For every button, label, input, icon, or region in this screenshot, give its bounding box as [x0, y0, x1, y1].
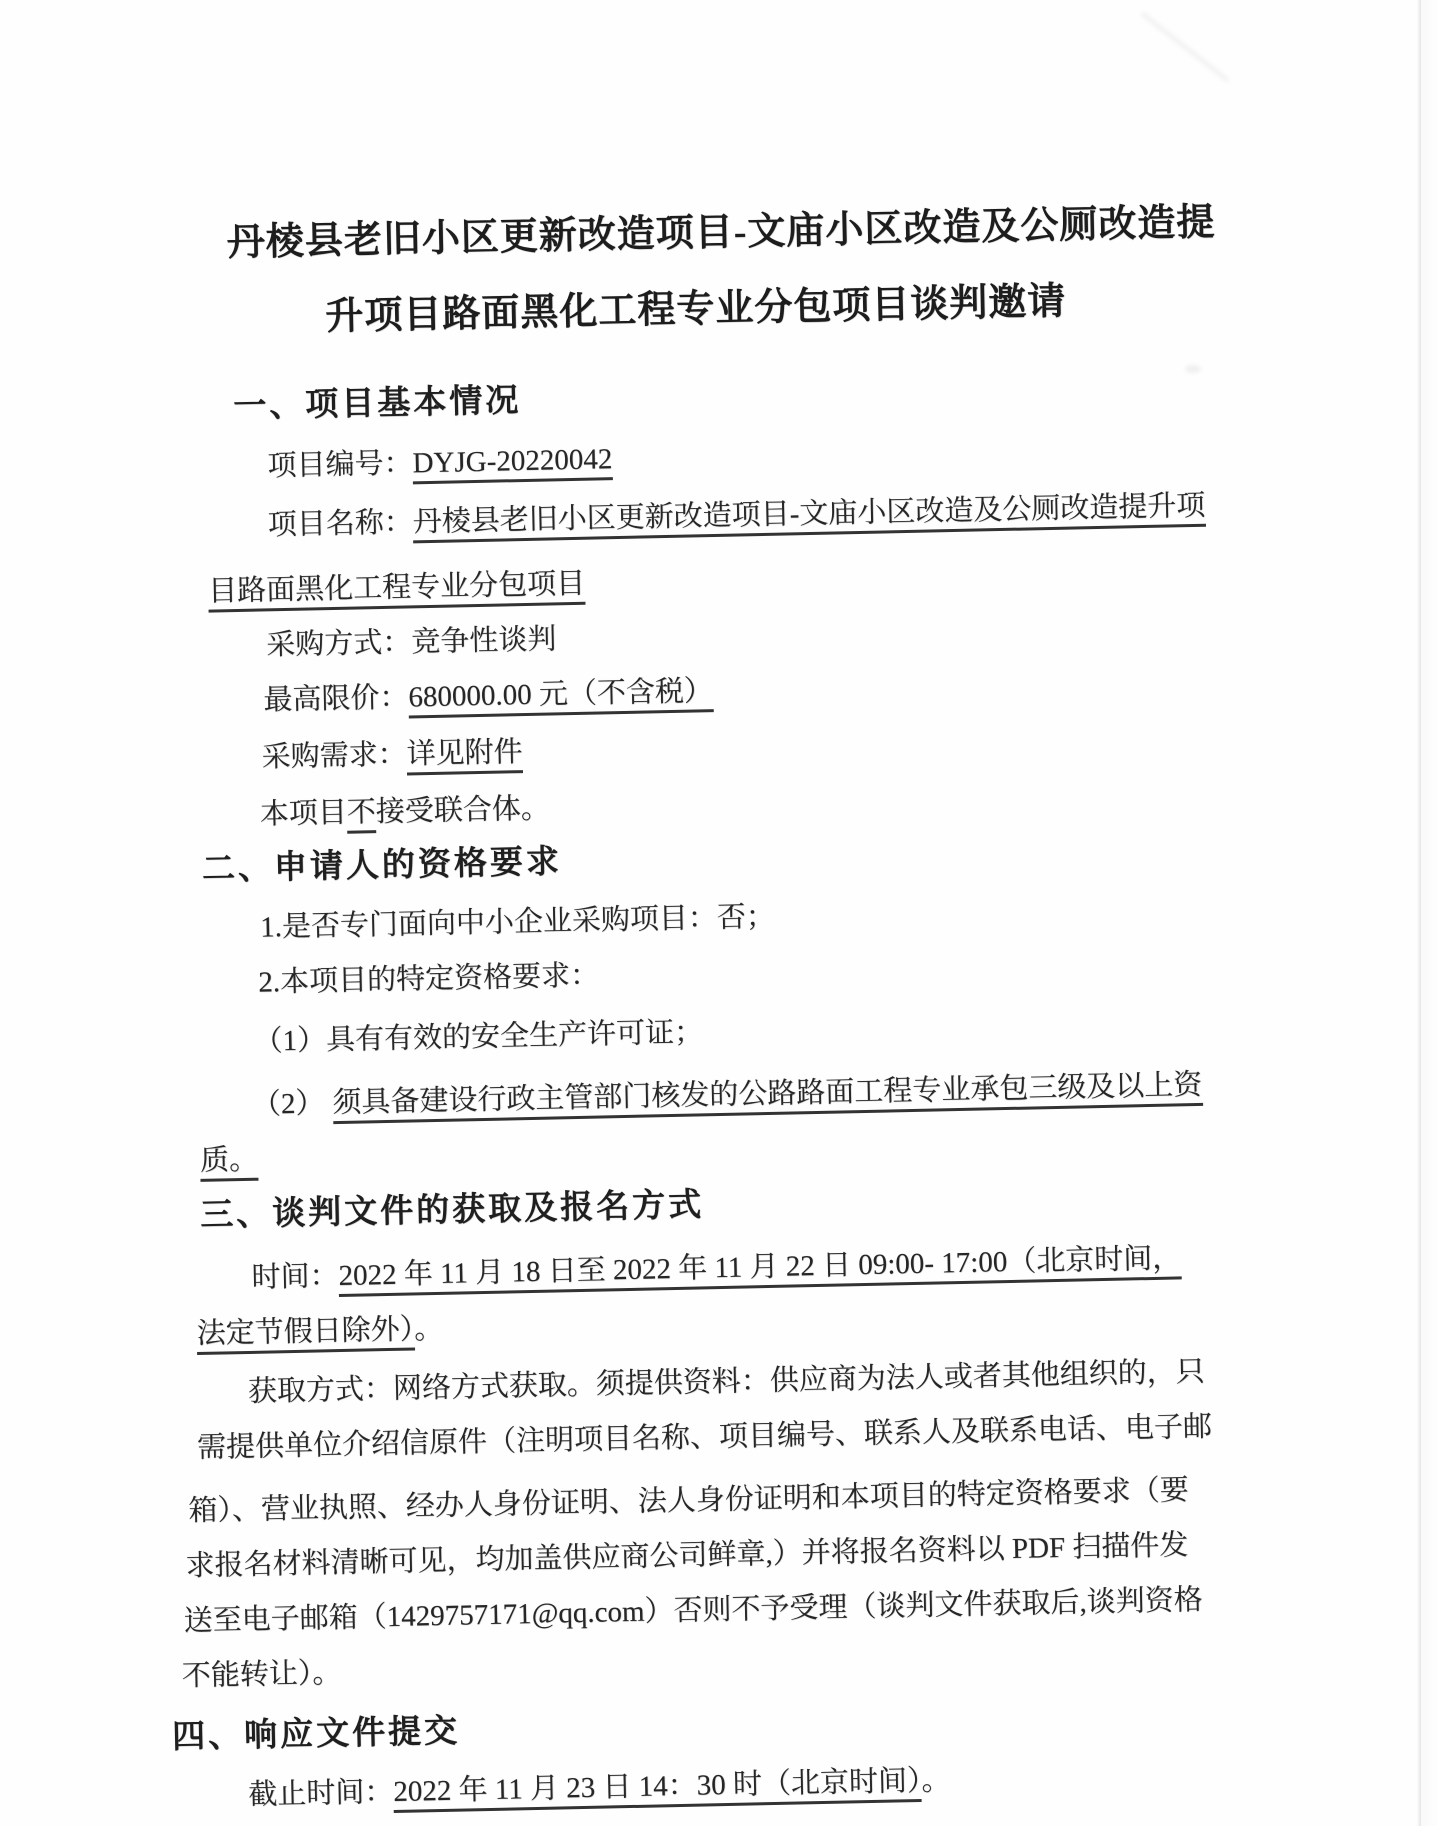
project-name-label: 项目名称：	[267, 506, 414, 542]
procurement-requirement-value: 详见附件	[406, 736, 523, 775]
sub2-underlined-line1: 须具备建设行政主管部门核发的公路路面工程专业承包三级及以上资	[332, 1069, 1203, 1124]
scan-smudge	[1185, 365, 1201, 373]
procurement-method-value: 竞争性谈判	[410, 623, 557, 659]
field-project-number	[267, 436, 613, 489]
field-project-name-line1	[267, 483, 1205, 549]
acquisition-paragraph-line5: 送至电子邮箱（1429757171@qq.com）否则不予受理（谈判文件获取后,谈判资格	[183, 1584, 1203, 1638]
acquisition-paragraph-line2: 需提供单位介绍信原件（注明项目名称、项目编号、联系人及联系电话、电子邮	[196, 1410, 1213, 1465]
document-title-line1	[226, 195, 1216, 270]
consortium-note: 本项目不接受联合体。	[259, 786, 550, 838]
project-name-value-line2: 目路面黑化工程专业分包项目	[208, 568, 586, 613]
time-label: 时间：	[251, 1260, 339, 1294]
acquisition-time-line2: 法定节假日除外）。	[196, 1306, 443, 1357]
section2-item2-sub2-line2	[200, 1137, 259, 1184]
project-number-label: 项目编号：	[267, 447, 413, 483]
section2-heading: 二、申请人的资格要求	[201, 844, 563, 888]
section2-item2-sub2-line1	[251, 1062, 1202, 1128]
field-procurement-method	[266, 616, 557, 668]
deadline-label: 截止时间：	[248, 1776, 394, 1812]
project-number-value: DYJG-20220042	[412, 443, 613, 484]
sub2-label: （2）	[251, 1087, 325, 1121]
acquisition-paragraph-line6: 不能转让）。	[181, 1657, 342, 1693]
title-text-line1: 丹棱县老旧小区更新改造项目-文庙小区改造及公厕改造提	[226, 201, 1216, 265]
section2-item1: 1.是否专门面向中小企业采购项目：否；	[259, 900, 776, 944]
section3-heading: 三、谈判文件的获取及报名方式	[199, 1187, 705, 1234]
deadline-value: 2022 年 11 月 23 日 14：30 时（北京时间）	[393, 1765, 922, 1813]
time-value-line1: 2022 年 11 月 18 日至 2022 年 11 月 22 日 09:00- 17:00（北京时间，	[338, 1242, 1181, 1297]
max-price-label: 最高限价：	[263, 681, 409, 717]
field-project-name-line2	[208, 561, 586, 615]
acquisition-paragraph-line3: 箱）、营业执照、经办人身份证明、法人身份证明和本项目的特定资格要求（要	[188, 1474, 1190, 1528]
project-name-value-line1: 丹棱县老旧小区更新改造项目-文庙小区改造及公厕改造提升项	[412, 490, 1205, 544]
acquisition-paragraph-line4: 求报名材料清晰可见，均加盖供应商公司鲜章,）并将报名资料以 PDF 扫描件发	[185, 1529, 1189, 1583]
field-max-price	[263, 668, 713, 723]
title-text-line2: 升项目路面黑化工程专业分包项目谈判邀请	[324, 280, 1067, 339]
acquisition-time-line1	[251, 1235, 1182, 1300]
field-procurement-requirement	[261, 729, 523, 780]
acquisition-paragraph-line1: 获取方式：网络方式获取。须提供资料：供应商为法人或者其他组织的，只	[247, 1355, 1206, 1408]
section1-heading: 一、项目基本情况	[232, 383, 522, 426]
section4-heading: 四、响应文件提交	[171, 1713, 461, 1756]
procurement-requirement-label: 采购需求：	[261, 738, 407, 774]
sub2-underlined-line2: 质。	[200, 1144, 259, 1182]
time-value-line2: 法定节假日除外）	[196, 1313, 414, 1355]
document-title-line2	[325, 275, 1067, 345]
section2-item2: 2.本项目的特定资格要求：	[258, 959, 600, 999]
procurement-method-label: 采购方式：	[265, 626, 412, 662]
submission-deadline: 截止时间：2022 年 11 月 23 日 14：30 时（北京时间）。	[248, 1764, 951, 1812]
max-price-value: 680000.00 元（不含税）	[408, 675, 713, 718]
section2-item2-sub1: （1）具有有效的安全生产许可证；	[253, 1016, 704, 1058]
